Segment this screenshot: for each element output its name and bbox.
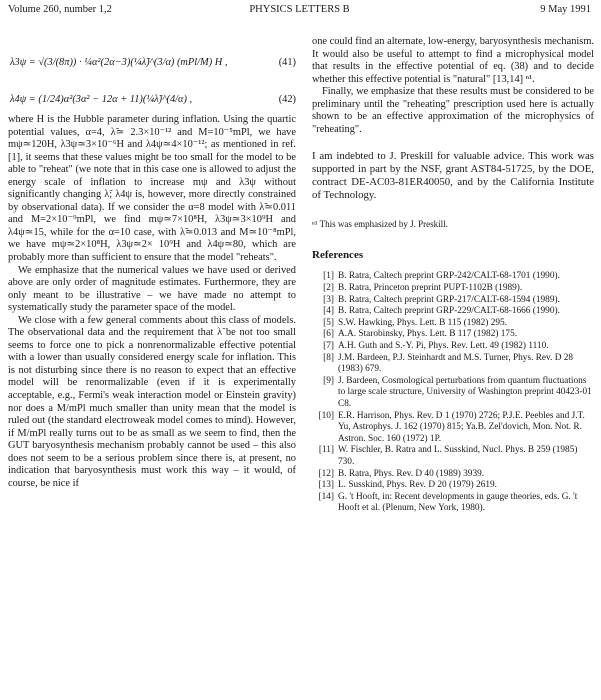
reference-text: A.H. Guth and S.-Y. Pi, Phys. Rev. Lett. 49 (1982) 1110. — [338, 341, 549, 352]
left-column — [8, 40, 296, 490]
page-header — [8, 4, 591, 18]
reference-text: A.A. Starobinsky, Phys. Lett. B 117 (1982) 175. — [338, 329, 518, 340]
reference-text: G. 't Hooft, in: Recent developments in gauge theories, eds. G. 't Hooft et al. (Plenum, New York, 1980). — [338, 491, 578, 514]
equation-number: (41) — [278, 56, 296, 68]
reference-item — [312, 376, 594, 411]
reference-number: [10] — [318, 410, 334, 421]
reference-number: [7] — [323, 341, 334, 352]
reference-item — [312, 306, 594, 318]
reference-text: J.M. Bardeen, P.J. Steinhardt and M.S. Turner, Phys. Rev. D 28 (1983) 679. — [338, 352, 574, 375]
reference-item — [312, 329, 594, 341]
reference-number: [12] — [318, 468, 334, 479]
reference-number: [3] — [323, 294, 334, 305]
reference-text: L. Susskind, Phys. Rev. D 20 (1979) 2619. — [338, 480, 498, 491]
reference-text: W. Fischler, B. Ratra and L. Susskind, Nucl. Phys. B 259 (1985) 730. — [338, 445, 578, 467]
reference-item — [312, 492, 594, 515]
reference-number: [5] — [323, 317, 334, 328]
right-column — [312, 36, 594, 515]
references-list — [312, 271, 594, 514]
reference-number: [1] — [323, 271, 334, 282]
equation-41 — [8, 40, 296, 86]
equation-expression: λ3ψ = √(3/(8π)) · ¼α²(2α−3)(¼λ̃)^(3/α) (mPl/M) H , — [10, 56, 228, 68]
paragraph: where H is the Hubble parameter during inflation. Using the quartic potential values, α=4, λ̃≃ 2.3×10⁻¹² and M=10⁻⁵mPl, we have mψ≃120H, λ3ψ≃3×10⁻⁶H and λ4ψ≃4×10⁻¹²; as mentioned in ref. [1], it seems that these values might be too small for the model to be able to "reheat" (we note that in this case one is allowed to adjust the energy scale of inflation to increase mψ and λ3ψ without significantly changing λ̃; λ4ψ is, however, more directly constrained by observational data). If we consider the α=8 model with λ̃≃0.011 and M=2×10⁻⁹mPl, we find mψ≃7×10⁸H, λ3ψ≃3×10⁹H and λ4ψ≃15, while for the α=10 case, with λ̃≃0.013 and M≃10⁻⁸mPl, we have mψ≃2×10⁸H, λ3ψ≃2× 10⁹H and λ4ψ≃80, which are probably more than sufficient to ensure that the model "reheats". — [8, 114, 296, 264]
reference-item — [312, 411, 594, 446]
reference-text: J. Bardeen, Cosmological perturbations from quantum fluctuations to large scale structure, University of Washington preprint 40423-01 C8. — [338, 375, 592, 409]
footnote: ⁿ¹ This was emphasized by J. Preskill. — [312, 219, 448, 230]
reference-text: E.R. Harrison, Phys. Rev. D 1 (1970) 2726; P.J.E. Peebles and J.T. Yu, Astrophys. J. 162 (1970) 815; Ya.B. Zel'dovich, Mon. Not. R. Astron. Soc. 160 (1972) 1P. — [338, 410, 585, 444]
reference-item — [312, 318, 594, 330]
issue-date: 9 May 1991 — [540, 4, 591, 15]
reference-item — [312, 283, 594, 295]
paragraph: We close with a few general comments about this class of models. The observational data and the requirement that λ̃ be not too small seems to force one to pick a nonrenormalizable effective potential with a lower than usually considered energy scale for inflation. This is not disturbing since there is no reason to expect that an effective model will be renormalizable (even if it is experimentally acceptable, e.g., Fermi's weak interaction model or Einstein gravity) nor does a M/mPl much smaller than unity mean that the model is ruled out (the standard electroweak model comes to mind). However, if M/mPl really turns out to be as small as we seem to find, then the GUT baryosynthesis mechanism probably cannot be used – this also does not seem to be a serious problem since there is, at present, no indication that baryosynthesis must work this way – it would, of course, be nice if — [8, 314, 296, 489]
acknowledgement: I am indebted to J. Preskill for valuable advice. This work was supported in part by the NSF, grant AST84-51725, by the DOE, contract DE-AC03-81ER40050, and by the California Institute of Technology. — [312, 150, 594, 202]
reference-text: B. Ratra, Caltech preprint GRP-242/CALT-68-1701 (1990). — [338, 271, 560, 282]
reference-item — [312, 480, 594, 492]
reference-number: [14] — [318, 491, 334, 502]
volume-label: Volume 260, number 1,2 — [8, 4, 112, 15]
reference-number: [11] — [318, 445, 334, 456]
reference-item — [312, 353, 594, 376]
reference-item — [312, 469, 594, 481]
reference-number: [13] — [318, 480, 334, 491]
reference-number: [4] — [323, 306, 334, 317]
paragraph: one could find an alternate, low-energy, baryosynthesis mechanism. It would also be useful to attempt to find a microphysical model that results in the effective potential of eq. (38) and to decide whether this effective potential is "natural" [13,14] ⁿ¹. — [312, 36, 594, 85]
reference-text: B. Ratra, Phys. Rev. D 40 (1989) 3939. — [338, 468, 485, 479]
reference-number: [2] — [323, 283, 334, 294]
reference-number: [6] — [323, 329, 334, 340]
reference-item — [312, 295, 594, 307]
reference-text: S.W. Hawking, Phys. Lett. B 115 (1982) 295. — [338, 317, 507, 328]
reference-text: B. Ratra, Princeton preprint PUPT-1102B (1989). — [338, 283, 523, 294]
references-heading: References — [312, 248, 364, 261]
reference-item — [312, 341, 594, 353]
paragraph: We emphasize that the numerical values we have used or derived above are only order of magnitude estimates. Furthermore, they are only meant to be illustrative – we have made no attempt to systematically study the parameter space of the model. — [8, 264, 296, 314]
equation-number: (42) — [278, 93, 296, 105]
journal-title: PHYSICS LETTERS B — [249, 4, 350, 15]
reference-item — [312, 271, 594, 283]
reference-item — [312, 445, 594, 468]
equation-42 — [8, 92, 296, 108]
paragraph: Finally, we emphasize that these results must be considered to be preliminary until the "reheating" prescription used here is actually shown to be an effective approximation of the microphysics of "reheating". — [312, 86, 594, 135]
equation-expression: λ4ψ = (1/24)α²(3α² − 12α + 11)(¼λ̃)^(4/α) , — [10, 93, 193, 105]
reference-text: B. Ratra, Caltech preprint GRP-217/CALT-68-1594 (1989). — [338, 294, 560, 305]
reference-number: [9] — [323, 375, 334, 386]
reference-text: B. Ratra, Caltech preprint GRP-229/CALT-68-1666 (1990). — [338, 306, 560, 317]
reference-number: [8] — [323, 352, 334, 363]
